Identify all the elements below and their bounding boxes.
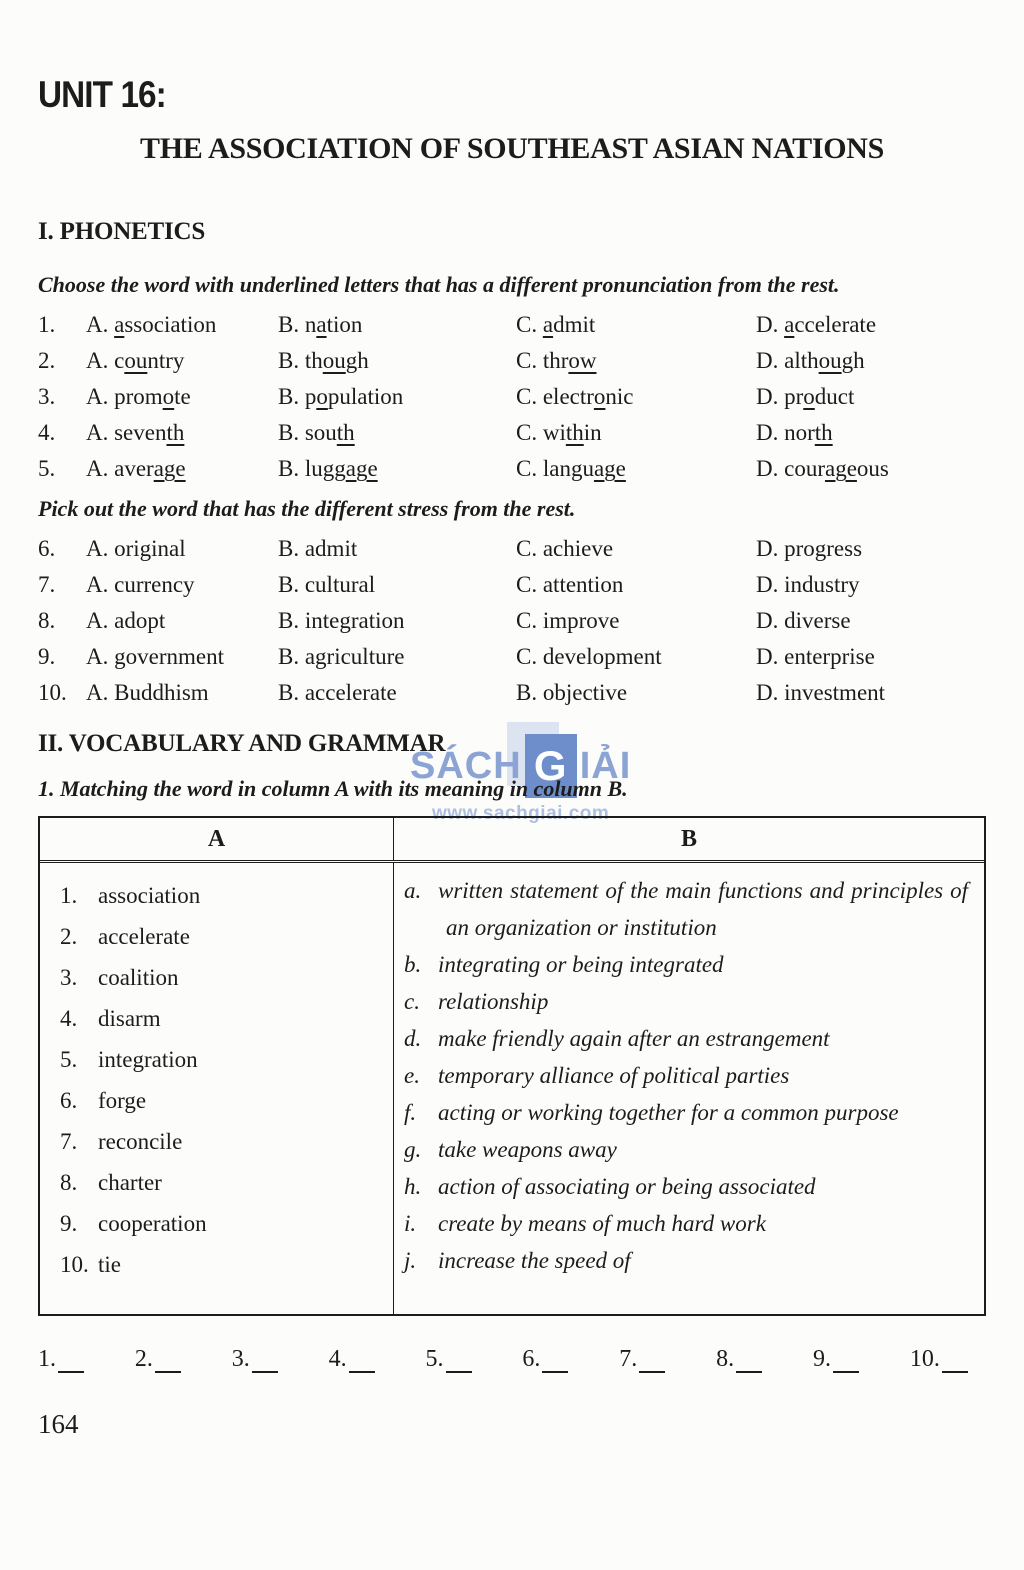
answer-line [639, 1365, 665, 1373]
vocabulary-heading: II. VOCABULARY AND GRAMMAR [38, 730, 446, 757]
stress-item-row [38, 643, 986, 670]
pronunciation-option: D. courageous [756, 456, 889, 481]
item-number: 6. [60, 1088, 78, 1113]
column-a-item [54, 1039, 393, 1080]
item-number: 6. [38, 536, 56, 561]
item-number: 9. [38, 644, 56, 669]
stress-option: D. industry [756, 572, 860, 597]
underlined-letters: th [166, 420, 185, 445]
underlined-letters: o [803, 384, 815, 409]
answer-blank [135, 1346, 181, 1373]
column-a-word: accelerate [98, 924, 190, 949]
underlined-letters: age [824, 456, 857, 481]
pronunciation-option: B. though [278, 348, 369, 373]
answer-number: 6. [522, 1346, 541, 1372]
underlined-letters: th [336, 420, 355, 445]
stress-option: B. agriculture [278, 644, 405, 669]
column-a-word: coalition [98, 965, 179, 990]
page-number: 164 [38, 1409, 79, 1439]
watermark-text-pre: SÁCH [410, 744, 522, 787]
column-a-word: forge [98, 1088, 147, 1113]
pronunciation-option: A. seventh [86, 420, 185, 445]
item-letter: i. [404, 1211, 417, 1236]
underlined-letters: th [565, 420, 584, 445]
column-b-item: i. create by means of much hard work [404, 1205, 968, 1242]
answer-line [542, 1365, 568, 1373]
column-b-item: b. integrating or being integrated [404, 946, 968, 983]
item-number: 8. [38, 608, 56, 633]
answer-blank [619, 1346, 665, 1373]
column-a-item [54, 1162, 393, 1203]
underlined-letters: age [345, 456, 378, 481]
stress-option: B. objective [516, 680, 628, 705]
underlined-letters: o [316, 384, 328, 409]
pronunciation-option: B. luggage [278, 456, 378, 481]
pronunciation-exercise [38, 311, 986, 482]
stress-option: B. accelerate [278, 680, 397, 705]
column-b-item: f. acting or working together for a common purpose [404, 1094, 968, 1131]
answer-blank [232, 1346, 278, 1373]
column-b-item: g. take weapons away [404, 1131, 968, 1168]
underlined-letters: ou [124, 348, 148, 373]
stress-option: A. Buddhism [86, 680, 209, 705]
answer-number: 9. [813, 1346, 831, 1372]
underlined-letters: a [784, 312, 795, 337]
stress-option: B. admit [278, 536, 358, 561]
answer-number: 3. [231, 1346, 250, 1372]
item-number: 7. [38, 572, 56, 597]
stress-item-row [38, 607, 986, 634]
item-number: 9. [60, 1211, 78, 1236]
pronunciation-option: B. south [278, 420, 355, 445]
underlined-letters: ou [818, 348, 842, 373]
pronunciation-item-row [38, 419, 986, 446]
column-a-word: integration [98, 1047, 198, 1072]
pronunciation-instruction: Choose the word with underlined letters that has a different pronunciation from the rest. [38, 272, 840, 297]
stress-item-row [38, 571, 986, 598]
item-number: 3. [38, 384, 56, 409]
stress-option: A. government [86, 644, 224, 669]
stress-option: A. currency [86, 572, 195, 597]
item-letter: b. [404, 952, 422, 977]
item-letter: a. [404, 878, 422, 903]
pronunciation-option: A. country [86, 348, 185, 373]
underlined-letters: th [814, 420, 833, 445]
answer-blank [329, 1346, 375, 1373]
matching-table [38, 816, 986, 1316]
column-a-item [54, 1121, 393, 1162]
matching-table-header [40, 818, 984, 863]
column-b-item: c. relationship [404, 983, 968, 1020]
stress-option: C. development [516, 644, 662, 669]
item-number: 1. [38, 312, 56, 337]
underlined-letters: age [593, 456, 626, 481]
pronunciation-option: D. product [756, 384, 855, 409]
stress-instruction: Pick out the word that has the different stress from the rest. [38, 496, 576, 521]
underlined-letters: a [316, 312, 327, 337]
item-letter: d. [404, 1026, 422, 1051]
underlined-letters: ou [322, 348, 346, 373]
stress-option: D. enterprise [756, 644, 875, 669]
pronunciation-option: B. nation [278, 312, 363, 337]
item-letter: j. [404, 1248, 417, 1273]
column-a-item [54, 1080, 393, 1121]
item-number: 2. [60, 924, 78, 949]
column-b-item: h. action of associating or being associated [404, 1168, 968, 1205]
item-letter: g. [404, 1137, 422, 1162]
item-letter: e. [404, 1063, 420, 1088]
pronunciation-option: C. language [516, 456, 626, 481]
underlined-letters: o [593, 384, 606, 409]
item-number: 5. [60, 1047, 78, 1072]
item-number: 8. [60, 1170, 78, 1195]
answer-blank [38, 1346, 84, 1373]
column-b-item: d. make friendly again after an estrangement [404, 1020, 968, 1057]
answer-blank [813, 1346, 859, 1373]
unit-label: UNIT 16: [38, 74, 166, 115]
item-number: 2. [38, 348, 56, 373]
item-number: 4. [60, 1006, 78, 1031]
column-a-item [54, 1244, 393, 1285]
watermark-url: www.sachgiai.com [431, 803, 610, 824]
pronunciation-option: C. throw [516, 348, 597, 373]
matching-table-body [40, 863, 984, 1314]
pronunciation-item-row [38, 347, 986, 374]
watermark-text-post: IẢI [579, 744, 632, 787]
answer-line [446, 1365, 472, 1373]
column-b-item: e. temporary alliance of political parties [404, 1057, 968, 1094]
column-a-word: tie [98, 1252, 121, 1277]
item-number: 4. [38, 420, 56, 445]
pronunciation-option: B. population [278, 384, 404, 409]
stress-item-row [38, 679, 986, 706]
pronunciation-item-row [38, 383, 986, 410]
answer-number: 10. [909, 1346, 940, 1372]
item-number: 5. [38, 456, 56, 481]
pronunciation-option: D. although [756, 348, 865, 373]
page-title: THE ASSOCIATION OF SOUTHEAST ASIAN NATIONS [139, 132, 884, 165]
item-number: 1. [60, 883, 78, 908]
pronunciation-option: D. north [756, 420, 833, 445]
answer-line [252, 1365, 278, 1373]
underlined-letters: a [114, 312, 125, 337]
answer-line [833, 1365, 859, 1373]
item-number: 7. [60, 1129, 78, 1154]
answer-line [155, 1365, 181, 1373]
stress-option: A. original [86, 536, 186, 561]
column-a-item [54, 998, 393, 1039]
column-b-item: a. written statement of the main functions and principles of an organization or institution [404, 872, 968, 946]
stress-option: B. integration [278, 608, 405, 633]
stress-option: D. diverse [756, 608, 851, 633]
column-b-header: B [680, 825, 697, 852]
underlined-letters: age [153, 456, 186, 481]
underlined-letters: a [542, 312, 554, 337]
answer-number: 2. [134, 1346, 153, 1372]
answer-line [58, 1365, 84, 1373]
pronunciation-item-row [38, 455, 986, 482]
item-letter: f. [404, 1100, 417, 1125]
answer-number: 7. [619, 1346, 638, 1372]
answer-line [349, 1365, 375, 1373]
column-a [40, 863, 394, 1314]
answer-number: 8. [716, 1346, 735, 1372]
answer-blanks-row [38, 1346, 986, 1373]
pronunciation-option: A. average [86, 456, 186, 481]
underlined-letters: o [162, 384, 175, 409]
stress-option: C. improve [516, 608, 620, 633]
pronunciation-option: D. accelerate [756, 312, 877, 337]
item-number: 10. [38, 680, 67, 705]
column-a-word: association [98, 883, 201, 908]
column-a-word: cooperation [98, 1211, 207, 1236]
column-a-header: A [40, 818, 394, 860]
stress-option: D. progress [756, 536, 863, 561]
column-a-item [54, 957, 393, 998]
answer-blank [426, 1346, 472, 1373]
answer-blank [522, 1346, 568, 1373]
pronunciation-option: A. association [86, 312, 217, 337]
phonetics-heading: I. PHONETICS [38, 218, 206, 245]
column-a-word: charter [98, 1170, 162, 1195]
stress-option: C. achieve [516, 536, 614, 561]
answer-number: 1. [38, 1346, 56, 1372]
column-b-item: j. increase the speed of [404, 1242, 968, 1279]
stress-exercise [38, 535, 986, 706]
stress-option: B. cultural [278, 572, 376, 597]
column-b [394, 863, 984, 1314]
pronunciation-option: A. promote [86, 384, 191, 409]
column-a-item [54, 916, 393, 957]
pronunciation-option: C. electronic [516, 384, 634, 409]
answer-number: 4. [328, 1346, 347, 1372]
item-number: 10. [60, 1252, 89, 1277]
answer-blank [910, 1346, 968, 1373]
column-a-word: reconcile [98, 1129, 183, 1154]
stress-item-row [38, 535, 986, 562]
item-number: 3. [60, 965, 78, 990]
answer-line [942, 1365, 968, 1373]
column-a-item [54, 875, 393, 916]
stress-option: D. investment [756, 680, 886, 705]
pronunciation-option: C. admit [516, 312, 596, 337]
underlined-letters: ow [568, 348, 597, 373]
stress-option: A. adopt [86, 608, 166, 633]
pronunciation-option: C. within [516, 420, 602, 445]
pronunciation-item-row [38, 311, 986, 338]
watermark-icon-letter: G [533, 742, 568, 789]
answer-blank [716, 1346, 762, 1373]
answer-number: 5. [425, 1346, 444, 1372]
item-letter: h. [404, 1174, 422, 1199]
matching-task-title: 1. Matching the word in column A with its meaning in column B. [38, 776, 628, 801]
column-a-item [54, 1203, 393, 1244]
item-letter: c. [404, 989, 420, 1014]
answer-line [736, 1365, 762, 1373]
column-a-word: disarm [98, 1006, 161, 1031]
stress-option: C. attention [516, 572, 624, 597]
